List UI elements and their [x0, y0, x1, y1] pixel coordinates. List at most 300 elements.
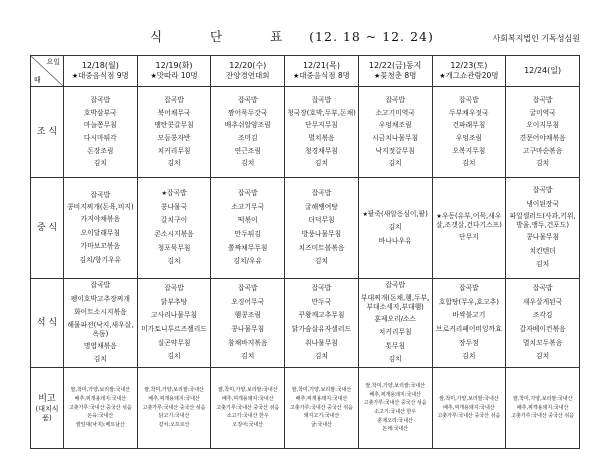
menu-item-text: 가마보꼬볶음 — [80, 242, 121, 251]
menu-item: 잡곡밥 — [311, 96, 332, 105]
menu-item-text: 브로커리페이비잉까효 — [436, 324, 502, 333]
menu-item-text: 더덕무침 — [308, 216, 335, 225]
lunch-cell — [432, 178, 506, 279]
menu-item — [81, 227, 120, 241]
menu-item — [65, 202, 136, 213]
menu-item-text: 김치/향기우유 — [79, 255, 122, 264]
lunch-cell — [137, 178, 211, 279]
origin-note: 배추,찌개용돼지:국내산 — [295, 396, 348, 403]
dinner-items — [138, 279, 211, 367]
menu-item: 모듬콩자반 — [157, 134, 191, 142]
dinner-items — [359, 279, 432, 367]
menu-item — [161, 214, 187, 228]
menu-item — [308, 214, 334, 228]
notes-cell — [506, 367, 580, 448]
origin-note: 고춧가루:국내산 중국산 섞음 — [363, 400, 427, 407]
menu-item — [523, 296, 562, 310]
menu-item-text: 부대찌개(돈채,햄,두부,부대소세지,부대햄) — [361, 293, 430, 311]
breakfast-items — [64, 87, 137, 177]
origin-note: 소고기:국내산 한우 — [374, 408, 417, 415]
notes-sublabel: (대치식품) — [35, 404, 59, 422]
lunch-cell — [285, 178, 359, 279]
breakfast-cell — [285, 87, 359, 178]
menu-item: 짬어묵두갓국 — [228, 108, 268, 117]
origin-note: 배추,찌개용돼지:국내산 — [221, 396, 274, 403]
page-title — [150, 27, 434, 45]
menu-item: 청경채무침 — [305, 146, 338, 155]
origin-note: 돼지고기:국내산 — [303, 413, 340, 420]
day-date: 12/23(토) — [450, 61, 488, 70]
day-date: 12/18(월) — [81, 61, 119, 70]
breakfast-cell — [64, 87, 138, 178]
menu-item — [529, 245, 555, 259]
menu-item — [238, 187, 258, 201]
menu-item — [439, 296, 499, 310]
menu-item — [228, 337, 267, 351]
star-icon: ★ — [439, 72, 446, 80]
menu-item-text: 갑자베이컨볶음 — [519, 324, 566, 333]
menu-item: 소고기미역국 — [375, 108, 415, 117]
menu-item — [452, 309, 485, 323]
breakfast-label-cell — [31, 87, 64, 178]
menu-item — [164, 282, 184, 296]
day-header-cell — [432, 56, 506, 87]
menu-item: 건파래무침 — [452, 121, 486, 130]
menu-item — [91, 279, 111, 293]
notes-cell — [211, 367, 285, 448]
menu-item — [233, 255, 262, 269]
menu-item-text: 김치 — [314, 352, 329, 361]
menu-item — [141, 323, 207, 337]
menu-item-text: 잡곡밥 — [311, 284, 332, 293]
menu-item-text: 잡곡밥 — [237, 189, 258, 198]
menu-item — [154, 228, 193, 242]
day-header-cell — [358, 56, 432, 87]
menu-item — [312, 296, 332, 310]
menu-item — [389, 221, 402, 235]
star-icon: ★ — [71, 72, 79, 80]
menu-item — [71, 293, 130, 307]
day-date: 12/21(목) — [302, 61, 340, 70]
menu-item-text: 쫄쨔채무무침 — [228, 243, 268, 252]
menu-item-text: 잡곡밥 — [164, 284, 184, 293]
menu-item — [533, 309, 553, 323]
lunch-items — [433, 178, 506, 278]
menu-item: 견문어야채볶음 — [519, 134, 566, 142]
menu-item — [436, 323, 502, 337]
menu-item-text: 잡곡밥 — [166, 189, 187, 198]
menu-item: 멸치볶음 — [308, 134, 335, 142]
day-event — [285, 71, 358, 81]
menu-item-text: 바싹불고기 — [452, 311, 486, 320]
origin-note: 배추,찌개용돼지:국내산 — [369, 391, 421, 398]
dinner-cell — [64, 279, 138, 368]
notes-cell — [358, 367, 432, 448]
menu-item: 고구마순볶음 — [522, 146, 563, 155]
menu-item-text: 단무지 — [459, 233, 479, 242]
origin-note: 쌀,착미,가양,보리쌀:국내산 — [439, 396, 499, 403]
menu-item-text: 소고기무국 — [231, 202, 265, 211]
menu-item-text: 냉이된장국 — [526, 199, 560, 208]
day-header-cell — [64, 56, 138, 87]
menu-item-text: 잡곡밥 — [311, 189, 332, 198]
star-icon: ★ — [362, 210, 368, 218]
origin-note: 고춧가루:국내산 중국산 섞음 — [511, 413, 575, 420]
menu-item — [235, 228, 261, 242]
breakfast-items — [359, 87, 432, 177]
menu-item — [533, 282, 553, 296]
menu-item: 김치 — [388, 159, 402, 168]
day-event — [433, 71, 506, 81]
origin-note: 배추,찌개용돼지:국내산 — [516, 404, 569, 411]
corner-day-label: 요일 — [46, 58, 60, 66]
lunch-items — [506, 178, 579, 278]
menu-item — [362, 208, 427, 222]
origin-notes — [64, 368, 137, 448]
menu-item: 오복지무침 — [452, 146, 486, 155]
header-row — [31, 56, 580, 87]
menu-item — [161, 296, 187, 310]
menu-item: 우엉조림 — [455, 134, 482, 142]
menu-item — [81, 240, 120, 254]
origin-note: 쌀,착미,가양,보리쌀:국내산 — [144, 387, 204, 394]
dinner-cell — [358, 279, 432, 368]
breakfast-items — [211, 87, 284, 177]
menu-item: 굴미역국 — [529, 108, 556, 117]
menu-item-text: 화이트소시지볶음 — [74, 308, 127, 317]
menu-item — [462, 350, 475, 364]
breakfast-cell — [211, 87, 285, 178]
lunch-cell — [358, 178, 432, 279]
menu-item-text: 명엽채볶음 — [83, 341, 117, 350]
menu-item-text: 콩나물무침 — [526, 233, 560, 242]
menu-item — [235, 309, 261, 323]
menu-item: 배추쉬알양조림 — [224, 121, 271, 130]
menu-item-text: 김치/우유 — [233, 257, 263, 266]
breakfast-label: 조 식 — [36, 127, 58, 137]
star-icon: ★ — [161, 190, 167, 198]
dinner-cell — [432, 279, 506, 368]
menu-item: 시금치나물무침 — [372, 134, 419, 142]
menu-item — [228, 242, 267, 256]
origin-note: 고춧가루:국내산 중국산 섞음 — [216, 404, 280, 411]
menu-item-text: 청포묵무침 — [157, 243, 191, 252]
notes-cell — [285, 367, 359, 448]
menu-item — [231, 201, 264, 215]
menu-item: 조미김 — [237, 134, 258, 142]
menu-item-text: 햄콩조림 — [234, 311, 261, 320]
breakfast-cell — [137, 87, 211, 178]
notes-row — [31, 367, 580, 448]
day-date: 12/24(일) — [524, 66, 562, 75]
breakfast-row — [31, 87, 580, 178]
menu-item-text: 장두점 — [459, 338, 479, 347]
menu-item-text: 김치 — [167, 257, 181, 266]
day-event-text: 개그쇼관람20명 — [445, 71, 499, 80]
day-header-cell — [211, 56, 285, 87]
menu-item: 청국장(호박,두부,돈채) — [287, 108, 356, 117]
origin-note: 쌀,착미,가양,보리쌀:국내산 — [217, 387, 278, 394]
breakfast-cell — [506, 87, 580, 178]
menu-item-text: 김치 — [536, 352, 550, 361]
menu-item-text: 치킨텐더 — [529, 246, 556, 255]
menu-item — [298, 309, 344, 323]
menu-item-text: 김치 — [462, 352, 476, 361]
menu-item — [536, 350, 549, 364]
dinner-items — [433, 279, 506, 367]
menu-item — [312, 187, 332, 201]
origin-note: 닭고기:국내산 — [158, 413, 190, 420]
menu-item: 단무지무침 — [305, 121, 338, 130]
menu-item — [520, 323, 566, 337]
menu-item-text: 만두튀김 — [234, 230, 261, 238]
menu-item — [315, 255, 328, 269]
day-event — [64, 71, 137, 81]
dinner-cell — [506, 279, 580, 368]
day-date: 12/19(화) — [155, 61, 193, 70]
lunch-items — [359, 178, 432, 278]
menu-item-text: 파일샐러드(사과,키위,방울,앵두,건포도) — [509, 212, 576, 230]
origin-notes — [285, 368, 358, 448]
menu-item-text: 김치 — [314, 257, 329, 266]
star-icon: ★ — [436, 213, 442, 221]
menu-item-text: 취나물무침 — [305, 338, 338, 347]
menu-item-text: 닭가슴살유자샐러드 — [291, 324, 351, 333]
menu-item — [241, 350, 254, 364]
menu-item-text: 고사리나물무침 — [151, 311, 198, 320]
menu-item — [231, 296, 264, 310]
lunch-items — [64, 178, 137, 278]
dinner-items — [211, 279, 284, 367]
menu-item: 김치 — [167, 159, 181, 168]
origin-notes — [138, 368, 211, 448]
menu-item: 김치 — [314, 159, 329, 168]
menu-item-text: 잡곡밥 — [532, 284, 553, 293]
menu-item-text: 오이달래무침 — [80, 228, 121, 237]
menu-item-text: 콩나물무침 — [231, 324, 265, 333]
menu-item — [459, 282, 479, 296]
menu-item-text: 굴해쌩여탕 — [305, 202, 338, 211]
menu-item-text: 참채바지볶음 — [228, 338, 268, 347]
menu-item: 다시마튀각 — [83, 134, 117, 142]
organization-name: 사회복지법인 기독성심원 — [492, 34, 580, 43]
menu-item — [238, 282, 258, 296]
menu-item-text: 실곤약무침 — [157, 338, 191, 347]
day-event-text: 맛따라 10명 — [156, 71, 198, 80]
notes-cell — [64, 367, 138, 448]
day-event-text: 꽃청춘 8명 — [380, 71, 417, 80]
menu-item: 돈장조림 — [87, 146, 114, 155]
menu-item — [158, 242, 191, 256]
origin-note: 돈육:국내산 — [87, 413, 114, 420]
origin-note: 배추,찌개용돼지:국내산 — [74, 396, 127, 403]
lunch-label-cell — [31, 178, 64, 279]
menu-item-text: 팥죽(새알응심이,팥) — [367, 209, 428, 218]
menu-item: 잡곡밥 — [385, 96, 406, 105]
menu-item — [167, 350, 180, 364]
lunch-items — [138, 178, 211, 278]
menu-item — [302, 228, 341, 242]
menu-item — [84, 340, 117, 354]
menu-item-text: 잡곡밥 — [385, 281, 406, 289]
origin-note: 쌀,착미,가양,보리쌀:국내산 — [70, 387, 131, 394]
notes-label: 비고 — [38, 393, 56, 404]
day-header-cell — [137, 56, 211, 87]
menu-table — [30, 55, 580, 449]
menu-item-text: 콘소시지볶음 — [154, 230, 194, 238]
origin-note: 쌀잎대(낙지):베트남산 — [75, 421, 125, 428]
menu-item — [305, 201, 338, 215]
origin-notes — [359, 368, 432, 448]
menu-item — [74, 306, 127, 320]
day-event-text: 잔양경연대회 — [226, 71, 270, 80]
menu-item: 마늘쫑무침 — [83, 121, 117, 130]
menu-item: 김치 — [93, 159, 107, 168]
menu-item-text: 갈치구이 — [160, 216, 188, 225]
menu-item-text: 가지야채볶음 — [80, 215, 121, 224]
menu-item: 맹탄콧갈무침 — [154, 121, 194, 130]
menu-item: 호박삼부국 — [83, 108, 117, 117]
menu-item — [292, 323, 351, 337]
menu-item-text: 김치 — [93, 355, 107, 364]
dinner-label-cell — [31, 279, 64, 368]
menu-item-text: 잡곡밥 — [459, 284, 479, 293]
menu-item-text: 김치 — [536, 260, 550, 269]
menu-item-text: 멸치꼬두볶음 — [522, 338, 563, 347]
breakfast-items — [285, 87, 358, 177]
menu-item — [81, 213, 120, 227]
menu-item — [298, 242, 344, 256]
menu-item-text: 바나나우유 — [378, 236, 412, 245]
menu-item: 두부채우젓국 — [449, 108, 489, 117]
dinner-label: 석 식 — [36, 317, 58, 328]
menu-item-text: 잡곡밥 — [90, 281, 111, 289]
origin-note: 쌀,착미,가양,보리쌀:국내산 — [365, 383, 425, 390]
menu-item: 북어채무국 — [157, 108, 191, 117]
lunch-items — [285, 178, 358, 278]
dinner-items — [64, 279, 137, 367]
menu-item — [533, 184, 553, 198]
breakfast-cell — [432, 87, 506, 178]
dinner-items — [506, 279, 579, 367]
lunch-cell — [506, 178, 580, 279]
menu-item — [238, 214, 258, 228]
dinner-items — [285, 279, 358, 367]
day-event-text: 대중음식점 9명 — [78, 71, 129, 80]
origin-note: 고춧가루:국내산 중국산 섞음 — [437, 413, 501, 420]
menu-item — [305, 337, 338, 351]
menu-item — [231, 323, 264, 337]
menu-item — [379, 235, 412, 249]
menu-item: 김치 — [536, 159, 550, 168]
menu-item — [315, 350, 328, 364]
origin-note: 배추,찌개용돼지:국내산 — [148, 396, 200, 403]
lunch-label: 중 식 — [36, 223, 58, 233]
menu-item — [151, 309, 197, 323]
menu-item — [385, 340, 405, 354]
menu-item — [374, 313, 416, 327]
menu-item — [536, 258, 549, 272]
day-header-cell — [506, 56, 580, 87]
menu-item-text: 해물파전(낙지,새우살,옥돔) — [67, 320, 134, 338]
menu-item-text: 김치 — [167, 352, 181, 361]
breakfast-cell — [358, 87, 432, 178]
menu-item-text: 닭부추탕 — [160, 297, 188, 306]
origin-note: 고춧가루:국내산 중국산 섞음 — [142, 404, 206, 411]
menu-item-text: 치커리무침 — [378, 328, 412, 337]
menu-item — [459, 231, 479, 245]
menu-item — [162, 187, 187, 201]
menu-item — [91, 189, 111, 203]
menu-item-text: 만두국 — [311, 297, 332, 306]
menu-item-text: 호합탕(무우,호고추) — [438, 297, 499, 306]
star-icon: ★ — [293, 72, 300, 80]
menu-item-text: 훈제오리/소스 — [374, 314, 416, 323]
menu-item: 잡곡밥 — [237, 96, 258, 105]
corner-cell — [31, 56, 64, 87]
menu-item-text: 꾸왕깨고추무침 — [298, 311, 345, 320]
menu-item-text: 떡볶이 — [237, 216, 258, 225]
origin-note: 갈치:오프르산 — [158, 421, 190, 428]
origin-note: 고춧가루:국내산 중국산 섞음 — [290, 404, 353, 411]
title-word: 식 단 표 — [150, 29, 305, 44]
origin-note: 훈제오리:국내산 — [377, 417, 413, 424]
menu-item: 잡곡밥 — [459, 96, 479, 105]
menu-item-text: 김치 — [388, 355, 402, 364]
dinner-cell — [285, 279, 359, 368]
menu-item: 잡곡밥 — [164, 96, 184, 105]
menu-item — [523, 337, 562, 351]
breakfast-items — [138, 87, 211, 177]
notes-label-cell — [31, 367, 64, 448]
menu-item-text: 치즈미트볼볶음 — [298, 243, 345, 252]
dinner-cell — [211, 279, 285, 368]
menu-item-text: 오징어무국 — [231, 297, 265, 306]
menu-item — [433, 211, 506, 231]
menu-item — [459, 337, 479, 351]
day-header-cell — [285, 56, 359, 87]
origin-note: 굴:국내산 — [310, 421, 332, 428]
day-event-text: 대중음식점 8명 — [299, 71, 350, 80]
dinner-row — [31, 279, 580, 368]
origin-notes — [433, 368, 506, 448]
menu-item — [526, 231, 559, 245]
lunch-row — [31, 178, 580, 279]
menu-item — [158, 337, 191, 351]
menu-item: 김치 — [462, 159, 476, 168]
corner-meal-label: 때 — [34, 76, 41, 84]
menu-item-text: 김치 — [388, 223, 402, 232]
day-date: 12/20(수) — [229, 61, 267, 70]
menu-item — [389, 353, 402, 367]
menu-item — [64, 320, 137, 340]
origin-note: 고춧가루:국내산 중국산 섞음 — [68, 404, 132, 411]
menu-item-text: 우동(유부,어묵,새우살,조갯살,건다기스프) — [435, 212, 502, 230]
star-icon: ★ — [150, 72, 157, 80]
menu-item-text: 콩비지찌개(돈육,비지) — [67, 203, 134, 212]
menu-item-text: 펭이호박고추장찌개 — [70, 294, 130, 303]
origin-notes — [506, 368, 579, 448]
menu-item: 잡곡밥 — [90, 96, 111, 105]
origin-note: 돈채:국내산 — [382, 426, 409, 433]
day-event — [138, 71, 211, 81]
menu-item-text: 콩나물국 — [160, 202, 188, 211]
menu-item — [385, 279, 405, 293]
origin-notes — [211, 368, 284, 448]
menu-item — [80, 254, 122, 268]
menu-item-text: 새우살게된국 — [522, 297, 563, 306]
breakfast-items — [506, 87, 579, 177]
